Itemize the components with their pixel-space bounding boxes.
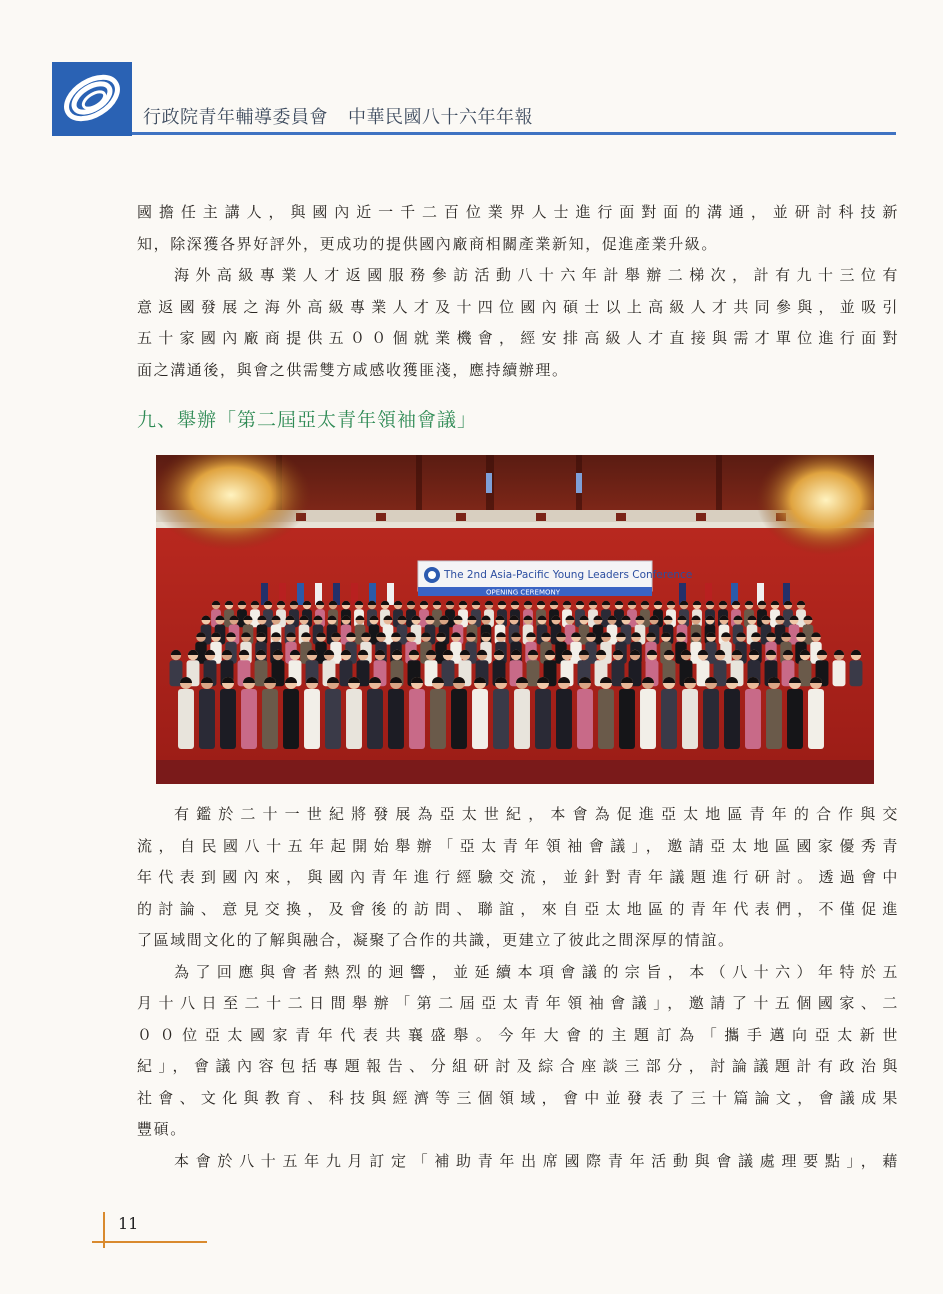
text-line: 了區域間文化的了解與融合，凝聚了合作的共識，更建立了彼此之間深厚的情誼。	[137, 931, 735, 949]
conference-group-photo	[156, 455, 874, 784]
header-report: 中華民國八十六年年報	[348, 107, 533, 128]
text-line: 為了回應與會者熱烈的迴響，並延續本項會議的宗旨，本（八十六）年特於五	[174, 962, 899, 981]
banner-subtitle: OPENING CEREMONY	[486, 588, 560, 597]
text-line: 意返國發展之海外高級專業人才及十四位國內碩士以上高級人才共同參與，並吸引	[137, 297, 899, 316]
text-line: 面之溝通後，與會之供需雙方咸感收獲匪淺，應持續辦理。	[137, 360, 569, 379]
header-title	[143, 103, 533, 129]
text-line: ００位亞太國家青年代表共襄盛舉。今年大會的主題訂為「攜手邁向亞太新世	[137, 1025, 899, 1044]
text-line: 國擔任主講人，與國內近一千二百位業界人士進行面對面的溝通，並研討科技新	[137, 203, 899, 221]
text-line: 的討論、意見交換，及會後的訪問、聯誼，來自亞太地區的青年代表們，不僅促進	[137, 899, 899, 918]
page-number: 11	[118, 1214, 139, 1233]
text-line: 知，除深獲各界好評外，更成功的提供國內廠商相關產業新知，促進產業升級。	[137, 234, 719, 253]
text-line: 流，自民國八十五年起開始舉辦「亞太青年領袖會議」，邀請亞太地區國家優秀青	[137, 836, 899, 855]
body-text-bottom	[137, 799, 899, 1177]
header-logo	[52, 62, 132, 136]
text-line: 年代表到國內來，與國內青年進行經驗交流，並針對青年議題進行研討。透過會中	[137, 868, 899, 886]
text-line: 本會於八十五年九月訂定「補助青年出席國際青年活動與會議處理要點」，藉	[174, 1151, 899, 1170]
text-line: 豐碩。	[137, 1120, 187, 1138]
footer-rule-horizontal	[92, 1241, 207, 1243]
text-line: 海外高級專業人才返國服務參訪活動八十六年計舉辦二梯次，計有九十三位有	[174, 266, 899, 284]
header-rule	[132, 132, 896, 135]
text-line: 有鑑於二十一世紀將發展為亞太世紀，本會為促進亞太地區青年的合作與交	[174, 805, 899, 823]
text-line: 五十家國內廠商提供五００個就業機會，經安排高級人才直接與需才單位進行面對	[137, 329, 899, 347]
header-org: 行政院青年輔導委員會	[143, 107, 328, 128]
body-text-top	[137, 197, 899, 386]
text-line: 紀」，會議內容包括專題報告、分組研討及綜合座談三部分，討論議題計有政治與	[137, 1057, 899, 1075]
banner-title: The 2nd Asia-Pacific Young Leaders Conference	[444, 569, 693, 581]
text-line: 月十八日至二十二日間舉辦「第二屆亞太青年領袖會議」，邀請了十五個國家、二	[137, 994, 899, 1012]
section-heading: 九、舉辦「第二屆亞太青年領袖會議」	[137, 409, 478, 431]
text-line: 社會、文化與教育、科技與經濟等三個領域，會中並發表了三十篇論文，會議成果	[137, 1088, 899, 1107]
rings-logo-icon	[52, 62, 132, 136]
